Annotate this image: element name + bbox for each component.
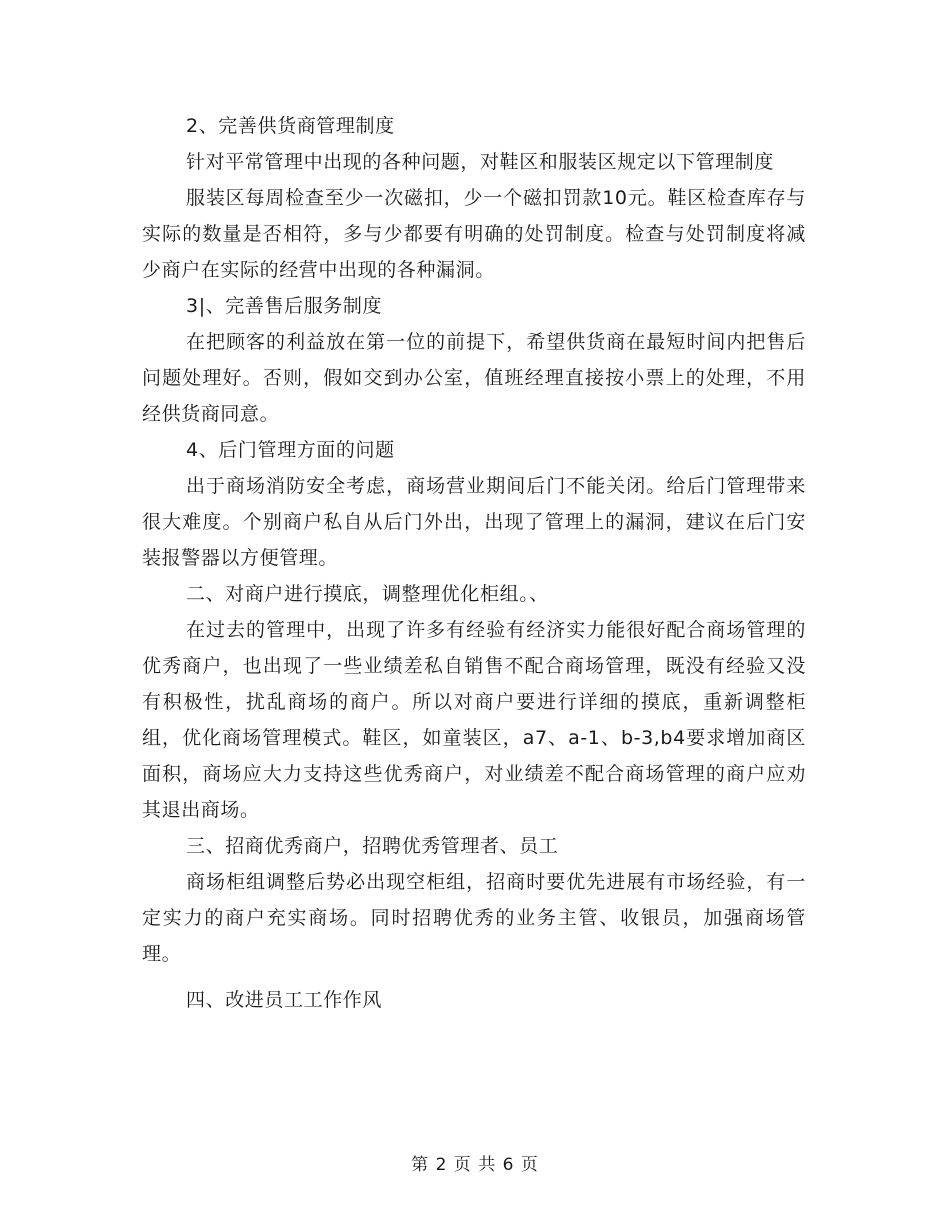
paragraph-after-sales: 在把顾客的利益放在第一位的前提下，希望供货商在最短时间内把售后问题处理好。否则，假如交到办公室，值班经理直接按小票上的处理，不用经供货商同意。: [142, 331, 806, 425]
paragraph-back-door: 出于商场消防安全考虑，商场营业期间后门不能关闭。给后门管理带来很大难度。个别商户私自从后门外出，出现了管理上的漏洞，建议在后门安装报警器以方便管理。: [142, 475, 806, 569]
paragraph-supplier-rules-intro: 针对平常管理中出现的各种问题，对鞋区和服装区规定以下管理制度: [186, 151, 775, 173]
paragraph-inspection-penalties: 服装区每周检查至少一次磁扣，少一个磁扣罚款10元。鞋区检查库存与实际的数量是否相符，多与少都要有明确的处罚制度。检查与处罚制度将减少商户在实际的经营中出现的各种漏洞。: [142, 187, 806, 281]
page-footer: 第 2 页 共 6 页: [411, 1155, 539, 1175]
section-heading-merchant-survey: 二、对商户进行摸底，调整理优化柜组。、: [186, 583, 549, 605]
paragraph-recruitment: 商场柜组调整后势必出现空柜组，招商时要优先进展有市场经验，有一定实力的商户充实商场。同时招聘优秀的业务主管、收银员，加强商场管理。: [142, 871, 806, 965]
section-heading-work-style: 四、改进员工工作作风: [186, 989, 383, 1011]
section-heading-supplier-management: 2、完善供货商管理制度: [186, 115, 395, 137]
document-body: [142, 108, 806, 1018]
section-heading-back-door: 4、后门管理方面的问题: [186, 439, 395, 461]
section-heading-recruitment: 三、招商优秀商户，招聘优秀管理者、员工: [186, 835, 559, 857]
paragraph-merchant-survey: 在过去的管理中，出现了许多有经验有经济实力能很好配合商场管理的优秀商户，也出现了一些业绩差私自销售不配合商场管理，既没有经验又没有积极性，扰乱商场的商户。所以对商户要进行详细的摸底，重新调整柜组，优化商场管理模式。鞋区，如童装区，a7、a-1、b-3,b4要求增加商区面积，商场应大力支持这些优秀商户，对业绩差不配合商场管理的商户应劝其退出商场。: [142, 619, 806, 821]
section-heading-after-sales: 3|、完善售后服务制度: [186, 295, 383, 317]
